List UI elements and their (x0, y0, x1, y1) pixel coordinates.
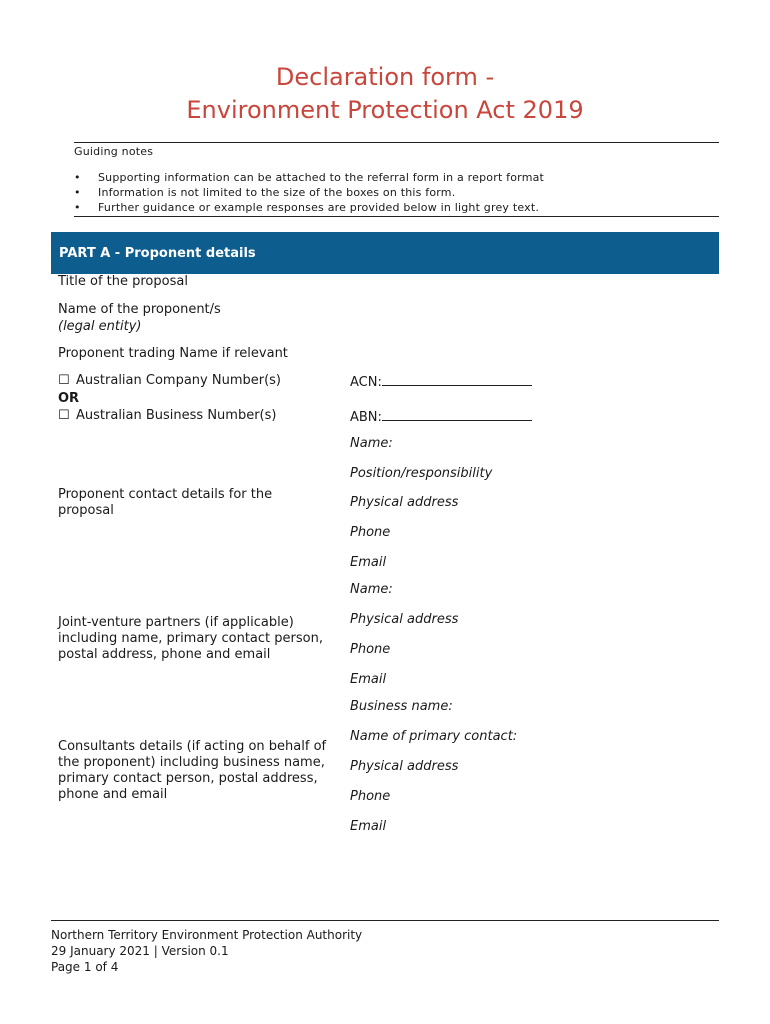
part-a-banner (51, 232, 719, 274)
acn-field-label: ACN: (350, 375, 382, 390)
form-title-line2: Environment Protection Act 2019 (186, 96, 584, 124)
acn-option[interactable] (58, 373, 281, 389)
bullet-icon: • (74, 201, 81, 214)
acn-option-label: Australian Company Number(s) (76, 373, 281, 388)
abn-field-label: ABN: (350, 410, 382, 425)
label-contact-details: Proponent contact details for the proposal (58, 487, 273, 518)
list-item (74, 171, 544, 186)
contact-field-name[interactable]: Name: (350, 436, 393, 451)
label-joint-venture: Joint-venture partners (if applicable) including name, primary contact person, postal address, phone and email (58, 615, 323, 662)
form-title-line1: Declaration form - (275, 63, 495, 91)
label-trading-name: Proponent trading Name if relevant (58, 346, 288, 361)
contact-field-address[interactable]: Physical address (350, 495, 459, 510)
abn-checkbox[interactable]: ☐ (58, 408, 70, 423)
or-separator: OR (58, 391, 80, 406)
label-proponent-name: Name of the proponent/s (58, 302, 221, 317)
title-divider (74, 142, 719, 143)
list-item (74, 201, 544, 216)
label-consultants: Consultants details (if acting on behalf of the proponent) including business name, primary contact person, postal address, phone and email (58, 739, 327, 802)
guiding-note: Further guidance or example responses are provided below in light grey text. (98, 201, 540, 214)
contact-field-phone[interactable]: Phone (350, 525, 391, 540)
contact-field-position[interactable]: Position/responsibility (350, 466, 493, 481)
list-item (74, 186, 544, 201)
part-a-heading: PART A - Proponent details (59, 246, 256, 261)
acn-input-line[interactable] (382, 373, 532, 386)
footer-date-version: 29 January 2021 | Version 0.1 (51, 944, 229, 958)
contact-field-email[interactable]: Email (350, 555, 387, 570)
bullet-icon: • (74, 171, 81, 184)
abn-field[interactable] (350, 408, 532, 426)
guiding-note: Information is not limited to the size of the boxes on this form. (98, 186, 456, 199)
consultant-field-contact[interactable]: Name of primary contact: (350, 729, 518, 744)
consultant-field-phone[interactable]: Phone (350, 789, 391, 804)
jv-field-name[interactable]: Name: (350, 582, 393, 597)
jv-field-phone[interactable]: Phone (350, 642, 391, 657)
footer-divider (51, 920, 719, 921)
abn-input-line[interactable] (382, 408, 532, 421)
abn-option-label: Australian Business Number(s) (76, 408, 277, 423)
jv-field-address[interactable]: Physical address (350, 612, 459, 627)
footer-page-number: Page 1 of 4 (51, 960, 119, 974)
guiding-divider (74, 216, 719, 217)
consultant-field-email[interactable]: Email (350, 819, 387, 834)
guiding-notes-heading: Guiding notes (74, 145, 154, 158)
jv-field-email[interactable]: Email (350, 672, 387, 687)
label-legal-entity: (legal entity) (58, 319, 142, 334)
guiding-notes-list (74, 171, 544, 216)
bullet-icon: • (74, 186, 81, 199)
guiding-note: Supporting information can be attached to the referral form in a report format (98, 171, 545, 184)
consultant-field-business[interactable]: Business name: (350, 699, 453, 714)
consultant-field-address[interactable]: Physical address (350, 759, 459, 774)
acn-field[interactable] (350, 373, 532, 391)
label-title-of-proposal: Title of the proposal (58, 274, 188, 289)
abn-option[interactable] (58, 408, 276, 424)
acn-checkbox[interactable]: ☐ (58, 373, 70, 388)
footer-org: Northern Territory Environment Protection Authority (51, 928, 363, 942)
